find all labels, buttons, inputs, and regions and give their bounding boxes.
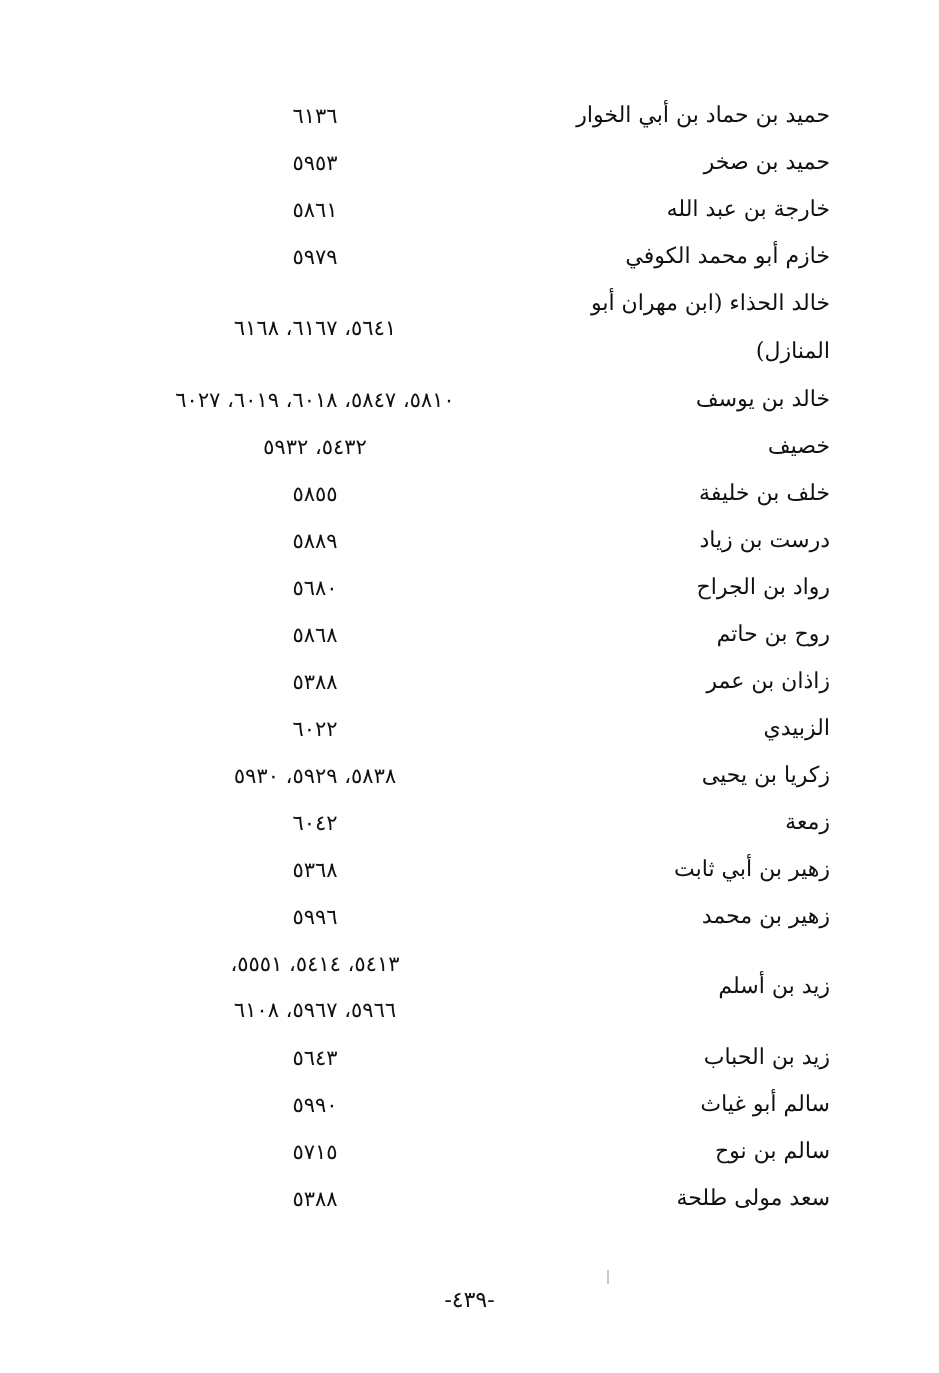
narrator-name: خالد بن يوسف [695,386,830,412]
hadith-refs [110,847,520,893]
narrator-name: خارجة بن عبد الله [666,196,830,222]
refs-line: ٥٩٩٠ [292,1092,338,1117]
refs-line: ٥٦٤٣ [292,1045,338,1070]
refs-line: ٥٨٥٥ [292,481,338,506]
index-entry [110,893,830,940]
narrator-name: زهير بن أبي ثابت [674,856,830,882]
index-entry [110,705,830,752]
narrator-name: سعد مولى طلحة [676,1185,830,1211]
hadith-refs [110,187,520,233]
refs-line: ٥٨٦٨ [292,622,338,647]
refs-line: ٥٤٣٢، ٥٩٣٢ [263,434,367,459]
hadith-refs [110,753,520,799]
index-entry [110,658,830,705]
refs-line: ٥٦٤١، ٦١٦٧، ٦١٦٨ [233,316,397,340]
narrator-name: حميد بن حماد بن أبي الخوار [576,102,830,128]
narrator-name: زيد بن أسلم [718,974,830,999]
refs-line: ٥٨٦١ [292,197,338,222]
narrator-name: رواد بن الجراح [696,574,830,600]
index-entry [110,517,830,564]
refs-line: ٥٤١٣، ٥٤١٤، ٥٥٥١، [230,952,400,976]
index-entry [110,1175,830,1222]
index-entry [110,611,830,658]
refs-line: ٥٣٨٨ [292,669,338,694]
narrator-name: زمعة [785,809,830,835]
refs-line: ٥٨٣٨، ٥٩٢٩، ٥٩٣٠ [233,763,397,788]
index-entry [110,940,830,1034]
refs-line: ٦٠٤٢ [292,810,338,835]
hadith-refs [110,1035,520,1081]
narrator-name: درست بن زياد [699,527,830,553]
narrator-name: روح بن حاتم [716,621,830,647]
index-entry [110,139,830,186]
hadith-refs [110,518,520,564]
refs-line: ٦١٣٦ [292,103,338,128]
hadith-refs [110,234,520,280]
hadith-refs [110,612,520,658]
narrator-name: زهير بن محمد [701,903,830,929]
hadith-refs [110,941,520,1033]
hadith-refs [110,305,520,351]
index-entry [110,280,830,376]
index-entry [110,1081,830,1128]
hadith-refs [110,1082,520,1128]
index-entry [110,846,830,893]
narrator-name: زاذان بن عمر [706,668,830,694]
narrator-name: الزبيدي [763,715,830,741]
narrator-name: خلف بن خليفة [699,480,830,506]
hadith-refs [110,565,520,611]
hadith-refs [110,1129,520,1175]
refs-line: ٥٧١٥ [292,1139,338,1164]
index-entry [110,799,830,846]
refs-line: ٥٩٦٦، ٥٩٦٧، ٦١٠٨ [233,998,397,1022]
hadith-refs [110,377,520,423]
narrator-name: زيد بن الحباب [703,1044,830,1070]
narrator-name: زكريا بن يحيى [701,762,830,788]
index-entry [110,752,830,799]
narrator-name: سالم بن نوح [714,1138,830,1164]
narrator-name: خالد الحذاء (ابن مهران أبو المنازل) [590,291,830,364]
index-entry [110,470,830,517]
hadith-refs [110,659,520,705]
refs-line: ٥٩٩٦ [292,904,338,929]
narrator-name: سالم أبو غياث [700,1091,830,1117]
narrator-name: خازم أبو محمد الكوفي [625,243,830,269]
page-number: -٤٣٩- [444,1288,495,1313]
index-entry [110,1034,830,1081]
index-entry [110,233,830,280]
hadith-refs [110,706,520,752]
refs-line: ٥٨٨٩ [292,528,338,553]
index-entry [110,1128,830,1175]
refs-line: ٥٨١٠، ٥٨٤٧، ٦٠١٨، ٦٠١٩، ٦٠٢٧ [175,387,455,412]
hadith-refs [110,471,520,517]
hadith-refs [110,800,520,846]
hadith-refs [110,424,520,470]
refs-line: ٥٣٦٨ [292,857,338,882]
hadith-refs [110,140,520,186]
index-entry [110,92,830,139]
hadith-refs [110,93,520,139]
refs-line: ٥٩٥٣ [292,150,338,175]
index-entry [110,376,830,423]
narrator-name: خصيف [767,433,830,459]
scan-speck [607,1270,609,1284]
hadith-refs [110,894,520,940]
refs-line: ٦٠٢٢ [292,716,338,741]
narrator-name: حميد بن صخر [703,149,830,175]
index-entry [110,423,830,470]
refs-line: ٥٣٨٨ [292,1186,338,1211]
refs-line: ٥٦٨٠ [292,575,338,600]
index-entry [110,564,830,611]
hadith-refs [110,1176,520,1222]
index-entry [110,186,830,233]
narrator-index-list [110,92,830,1222]
refs-line: ٥٩٧٩ [292,244,338,269]
